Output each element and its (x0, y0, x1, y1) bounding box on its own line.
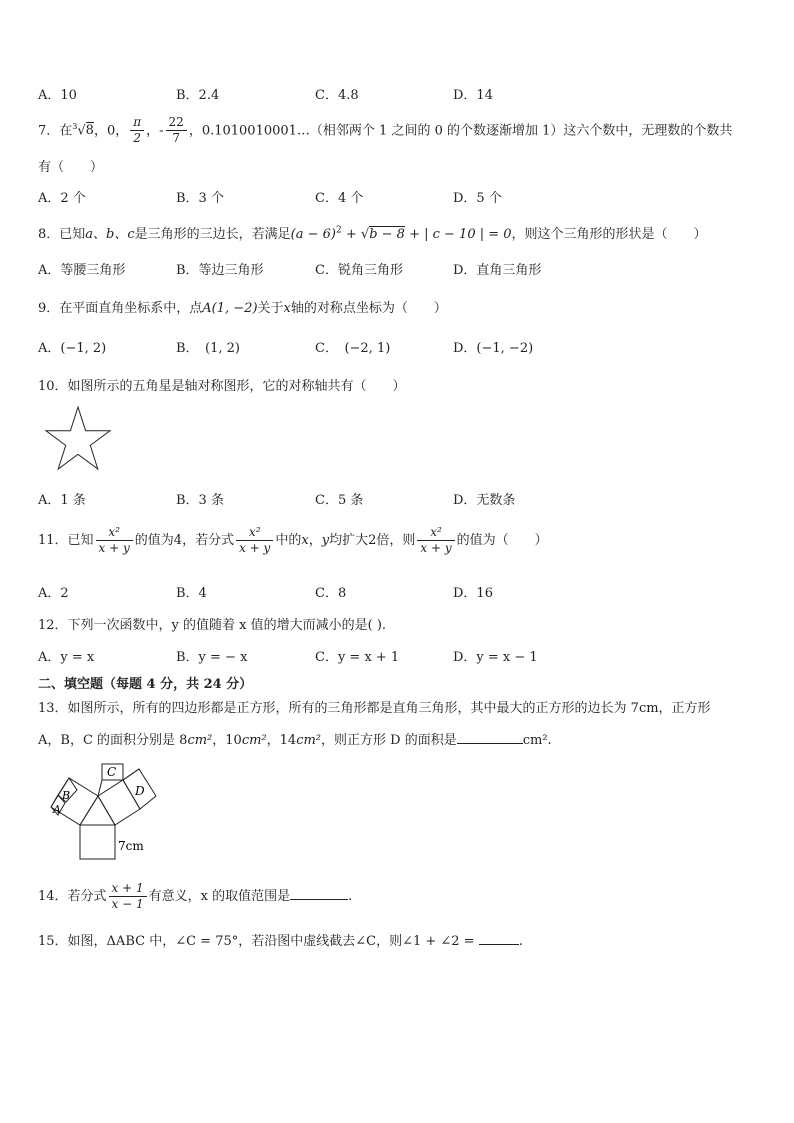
section-2-title: 二、填空题（每题 4 分，共 24 分） (38, 677, 253, 692)
q11-value: 4 (173, 533, 183, 548)
five-point-star (46, 407, 110, 469)
q11-option-a: A．2 (38, 586, 69, 601)
q8-option-d: D．直角三角形 (453, 263, 542, 278)
q6-option-b: B．2.4 (176, 88, 220, 103)
q15-text: 15．如图，ΔABC 中，∠C = 75°，若沿图中虚线截去∠C，则∠1 + ∠2 = (38, 934, 475, 949)
q7-option-d: D．5 个 (453, 191, 502, 206)
q9-point: A(1, −2) (202, 301, 258, 316)
q7-stem (38, 112, 732, 146)
q13-line2-c: cm². (522, 733, 552, 748)
q8-exponent: 2 (335, 225, 342, 236)
q8-prefix: 8．已知 (38, 227, 86, 242)
q9-option-c: C． (−2, 1) (315, 341, 391, 356)
q13-answer-blank[interactable] (457, 731, 523, 744)
q13-unit-1: cm² (187, 733, 213, 748)
q8-mid: 是三角形的三边长，若满足 (134, 227, 291, 242)
q12-option-d: D．y = x − 1 (453, 650, 538, 665)
q11-option-c: C．8 (315, 586, 347, 601)
q11-fraction-3: $\frac{\text{x²}}{x + y}$ (417, 525, 454, 556)
q8-option-b: B．等边三角形 (176, 263, 264, 278)
q9-option-b: B． (1, 2) (176, 341, 241, 356)
q11-mid4: 均扩大 (329, 533, 369, 548)
q8-vars: a、b、c (85, 227, 135, 242)
q11-times: 2 (368, 533, 377, 548)
left-square (51, 778, 98, 825)
q14-end: . (348, 889, 353, 904)
q11-mid1: 的值为 (134, 533, 174, 548)
q9-axis: x (283, 301, 291, 316)
q8-stem (38, 223, 707, 242)
q11-mid5: 倍，则 (376, 533, 416, 548)
q11-fraction-1: $\frac{\text{x²}}{x + y}$ (96, 525, 133, 556)
q13-sep2: ，14 (266, 733, 297, 748)
q14-suffix: 有意义，x 的取值范围是 (148, 889, 291, 904)
q11-option-b: B．4 (176, 586, 207, 601)
q7-option-a: A．2 个 (38, 191, 86, 206)
q11-comma: ， (308, 533, 322, 548)
q13-line2-b: ，则正方形 D 的面积是 (321, 733, 457, 748)
q15-stem (38, 930, 523, 949)
q12-option-b: B．y = − x (176, 650, 248, 665)
star-figure (44, 404, 112, 472)
q10-option-d: D．无数条 (453, 493, 516, 508)
q11-fraction-2: $\frac{\text{x²}}{x + y}$ (236, 525, 273, 556)
q7-rest: ，0.1010010001…（相邻两个 1 之间的 0 的个数逐渐增加 1）这六个数中，无理数的个数共 (188, 123, 733, 139)
label-side-length: 7cm (118, 839, 144, 853)
q9-option-d: D．(−1, −2) (453, 341, 534, 356)
q11-mid3: 中的 (275, 533, 302, 548)
q8-option-c: C．锐角三角形 (315, 263, 403, 278)
q6-option-d: D．14 (453, 88, 493, 103)
q12-stem: 12．下列一次函数中，y 的值随着 x 值的增大而减小的是( ). (38, 618, 387, 633)
q6-option-c: C．4.8 (315, 88, 359, 103)
main-triangle (80, 796, 115, 825)
q9-suffix: 轴的对称点坐标为（ ） (290, 301, 447, 316)
label-c: C (107, 765, 117, 779)
label-d: D (135, 784, 145, 798)
q8-sqrt-body: b − 8 (369, 227, 405, 242)
q9-mid: 关于 (257, 301, 284, 316)
q9-prefix: 9．在平面直角坐标系中，点 (38, 301, 203, 316)
q6-option-a: A．10 (38, 88, 77, 103)
q11-option-d: D．16 (453, 586, 493, 601)
q13-line2 (38, 729, 552, 748)
q14-fraction: $\frac{x + 1}{x - 1}$ (109, 881, 147, 912)
q13-unit-2: cm² (241, 733, 267, 748)
q13-sep1: ，10 (212, 733, 242, 748)
square-7cm (80, 825, 115, 859)
q15-end: . (518, 934, 523, 949)
q7-22-7-fraction: $\frac{22}{7}$ (166, 115, 187, 146)
q7-option-b: B．3 个 (176, 191, 224, 206)
label-a: A (53, 803, 61, 816)
pythagoras-tree-figure (46, 762, 158, 864)
q13-line2-a: A，B，C 的面积分别是 8 (38, 733, 188, 748)
q7-sep2: ，- (146, 123, 164, 139)
label-b: B (62, 789, 71, 802)
q11-suffix: 的值为（ ） (456, 533, 548, 548)
right-square (98, 780, 140, 825)
q14-stem (38, 880, 352, 914)
q8-expr1: (a − 6) (290, 227, 336, 242)
q15-answer-blank[interactable] (479, 932, 519, 945)
q7-radical-sign: √ (77, 123, 86, 139)
q7-cbrt-radicand: 8 (85, 123, 94, 139)
q12-option-a: A．y = x (38, 650, 95, 665)
q8-expr2: + | c − 10 | = 0 (404, 227, 512, 242)
q7-sep1: ，0， (93, 123, 129, 139)
q7-number: 7．在 (38, 123, 73, 139)
q8-sqrt-sign: √ (360, 227, 370, 242)
q14-prefix: 14．若分式 (38, 889, 107, 904)
q10-stem: 10．如图所示的五角星是轴对称图形，它的对称轴共有（ ） (38, 379, 406, 394)
q13-line1: 13．如图所示，所有的四边形都是正方形，所有的三角形都是直角三角形，其中最大的正方形的边长为 7cm，正方形 (38, 701, 711, 716)
q8-suffix: ，则这个三角形的形状是（ ） (511, 227, 707, 242)
q9-option-a: A．(−1, 2) (38, 341, 107, 356)
q10-option-c: C．5 条 (315, 493, 364, 508)
q14-answer-blank[interactable] (290, 887, 348, 900)
q10-option-b: B．3 条 (176, 493, 224, 508)
q7-option-c: C．4 个 (315, 191, 364, 206)
q9-stem (38, 297, 447, 316)
q13-unit-3: cm² (296, 733, 322, 748)
q11-y: y (321, 533, 330, 548)
q11-mid2: ，若分式 (182, 533, 235, 548)
q7-cbrt-index: 3 (72, 122, 78, 131)
q8-option-a: A．等腰三角形 (38, 263, 126, 278)
q7-pi-fraction: $\frac{\pi}{2}$ (130, 115, 144, 146)
q11-prefix: 11．已知 (38, 533, 94, 548)
q12-option-c: C．y = x + 1 (315, 650, 400, 665)
q10-option-a: A．1 条 (38, 493, 86, 508)
q11-x: x (301, 533, 309, 548)
q7-line2: 有（ ） (38, 160, 104, 175)
q11-stem (38, 524, 548, 558)
q8-plus: + (341, 227, 361, 242)
